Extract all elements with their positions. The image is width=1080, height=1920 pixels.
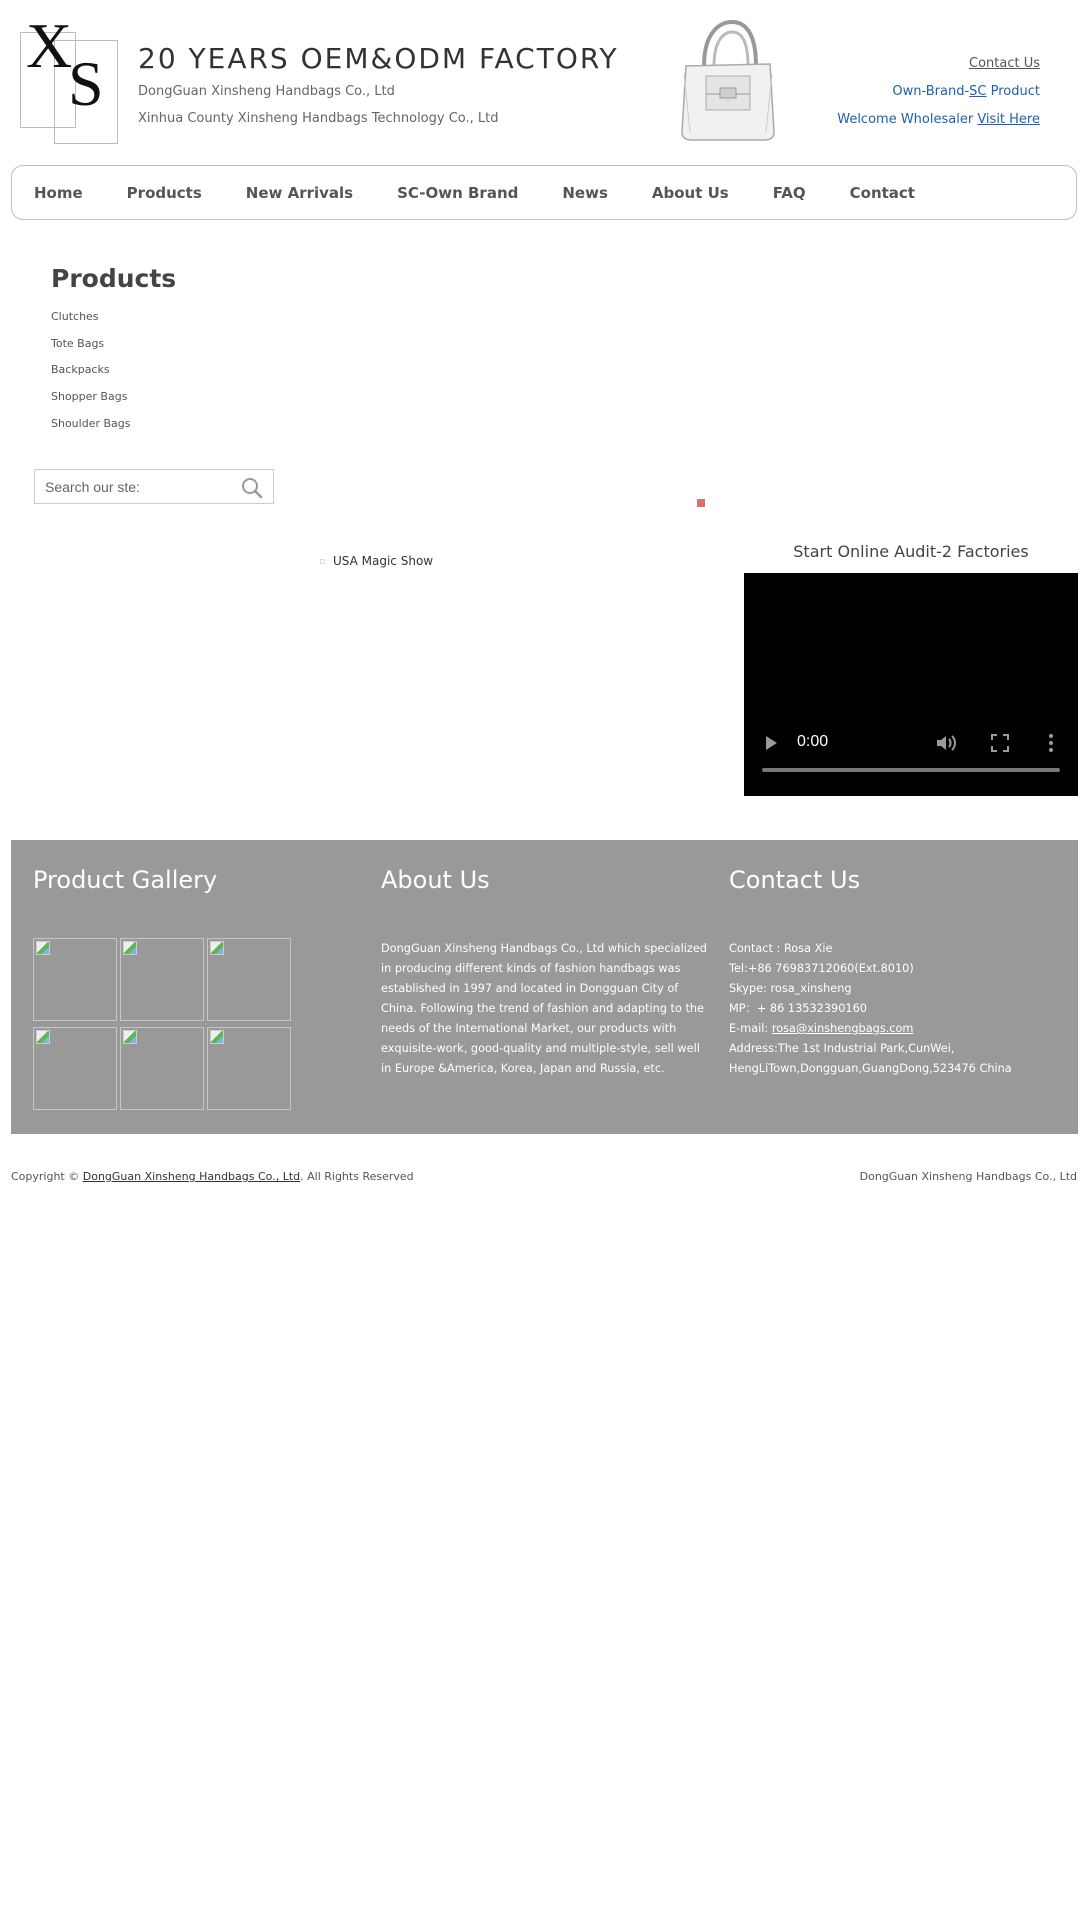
logo-letter-x: X [26, 10, 73, 81]
nav-item-sc-own-brand[interactable]: SC-Own Brand [397, 183, 519, 202]
fullscreen-icon[interactable] [990, 733, 1010, 753]
broken-image-icon [36, 1030, 50, 1044]
about-paragraph: DongGuan Xinsheng Handbags Co., Ltd which specialized in producing different kinds of fashion handbags was established in 1997 and located in Dongguan City of China. Following the trend of fashion and adapting to the needs of the International Market, our products with exquisite-work, good-quality and multiple-style, sell well in Europe &America, Korea, Japan and Russia, etc. [381, 942, 707, 1075]
email-link[interactable]: rosa@xinshengbags.com [771, 1022, 914, 1035]
contact-tel: Tel:+86 76983712060(Ext.8010) [729, 962, 914, 975]
contact-address-2: HengLiTown,Dongguan,GuangDong,523476 China [729, 1062, 1012, 1075]
broken-image-icon [36, 941, 50, 955]
category-backpacks[interactable]: Backpacks [51, 363, 110, 377]
header-slogan: 20 YEARS OEM&ODM FACTORY [138, 42, 619, 75]
broken-image-icon [123, 941, 137, 955]
contact-mp: MP：+ 86 13532390160 [729, 1002, 867, 1015]
site-logo[interactable] [20, 10, 120, 144]
category-shopper-bags[interactable]: Shopper Bags [51, 390, 128, 404]
company-name-primary: DongGuan Xinsheng Handbags Co., Ltd [138, 84, 395, 99]
play-icon[interactable] [766, 736, 777, 750]
main-nav [11, 165, 1077, 220]
contact-details [729, 939, 1069, 1079]
welcome-text: Welcome Wholesaler [837, 112, 978, 127]
logo-letter-s: S [68, 48, 104, 119]
list-item-label: USA Magic Show [333, 554, 434, 568]
video-player[interactable] [744, 573, 1078, 796]
broken-image-icon [210, 1030, 224, 1044]
list-item[interactable] [320, 554, 433, 568]
bullet-icon [320, 559, 325, 564]
header-contact-link[interactable]: Contact Us [969, 56, 1040, 71]
slider-indicator[interactable] [697, 499, 705, 507]
gallery-thumbnail[interactable] [120, 938, 204, 1021]
more-options-icon[interactable] [1046, 732, 1056, 754]
category-clutches[interactable]: Clutches [51, 310, 99, 323]
about-heading: About Us [381, 866, 490, 894]
copyright-text [11, 1170, 414, 1183]
category-list [51, 308, 130, 441]
own-brand-sc-link[interactable]: SC [969, 84, 987, 99]
copyright-company-right: DongGuan Xinsheng Handbags Co., Ltd [859, 1170, 1077, 1183]
copyright-prefix: Copyright © [11, 1170, 83, 1183]
own-brand-suffix: Product [986, 84, 1040, 99]
volume-icon[interactable] [934, 731, 958, 755]
site-footer [11, 840, 1078, 1134]
contact-heading: Contact Us [729, 866, 861, 894]
nav-item-faq[interactable]: FAQ [772, 183, 806, 202]
category-tote-bags[interactable]: Tote Bags [51, 336, 105, 350]
copyright-suffix: . All Rights Reserved [300, 1170, 414, 1183]
own-brand-line [892, 84, 1040, 99]
video-time: 0:00 [797, 733, 829, 750]
handbag-illustration-icon [676, 14, 780, 142]
contact-person: Contact : Rosa Xie [729, 942, 833, 955]
contact-skype: Skype: rosa_xinsheng [729, 982, 852, 995]
nav-item-about-us[interactable]: About Us [651, 183, 729, 202]
email-label: E-mail: [729, 1022, 772, 1035]
contact-email-line [729, 1019, 1069, 1039]
products-heading: Products [51, 264, 177, 293]
gallery-thumbnail[interactable] [33, 938, 117, 1021]
search-icon[interactable] [241, 477, 263, 499]
product-gallery [33, 938, 291, 1110]
gallery-heading: Product Gallery [33, 866, 218, 894]
nav-item-contact[interactable]: Contact [849, 183, 915, 202]
gallery-thumbnail[interactable] [207, 1027, 291, 1110]
nav-item-new-arrivals[interactable]: New Arrivals [245, 183, 354, 202]
gallery-thumbnail[interactable] [33, 1027, 117, 1110]
nav-item-home[interactable]: Home [34, 183, 83, 202]
gallery-thumbnail[interactable] [207, 938, 291, 1021]
nav-item-products[interactable]: Products [126, 183, 202, 202]
broken-image-icon [210, 941, 224, 955]
gallery-thumbnail[interactable] [120, 1027, 204, 1110]
site-search [34, 469, 274, 504]
site-header [0, 0, 1080, 160]
company-name-secondary: Xinhua County Xinsheng Handbags Technology Co., Ltd [138, 111, 499, 126]
own-brand-prefix: Own-Brand- [892, 84, 970, 99]
nav-item-news[interactable]: News [562, 183, 608, 202]
video-title: Start Online Audit-2 Factories [793, 542, 1029, 561]
visit-here-link[interactable]: Visit Here [977, 112, 1040, 127]
search-input[interactable] [35, 470, 235, 503]
copyright-company-link[interactable]: DongGuan Xinsheng Handbags Co., Ltd [82, 1170, 301, 1183]
category-shoulder-bags[interactable]: Shoulder Bags [51, 416, 131, 430]
video-progress-bar[interactable] [762, 768, 1060, 772]
welcome-line [837, 112, 1040, 127]
broken-image-icon [123, 1030, 137, 1044]
contact-address-1: Address:The 1st Industrial Park,CunWei, [729, 1042, 955, 1055]
